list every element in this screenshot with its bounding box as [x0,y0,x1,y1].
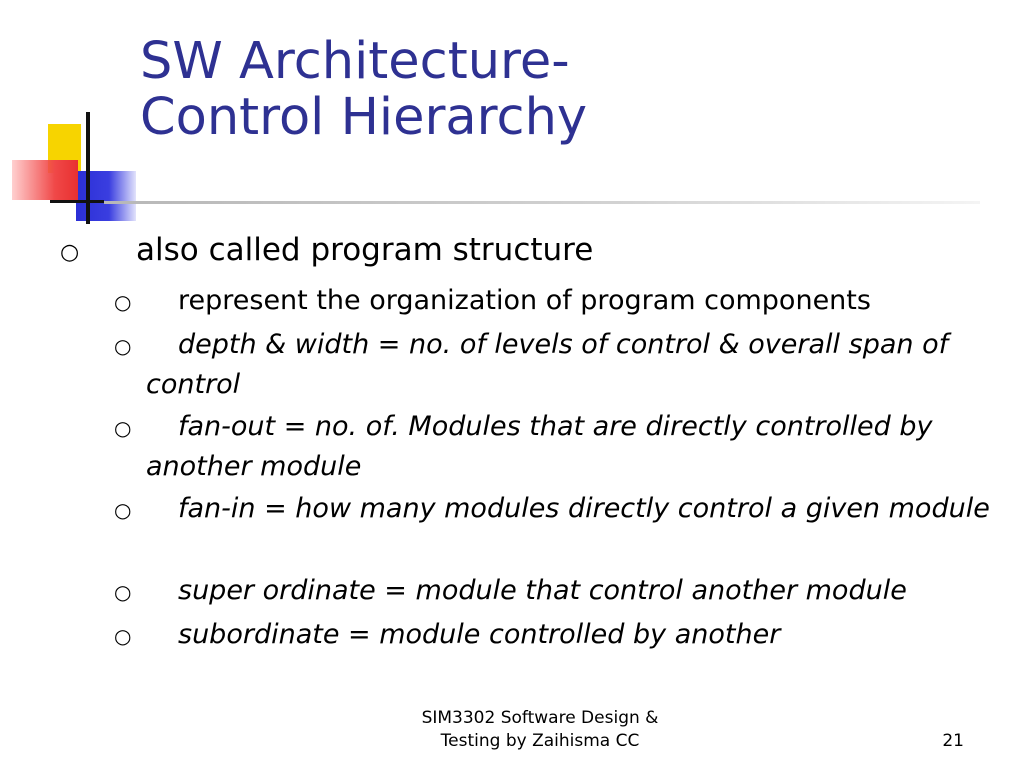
slide-title [140,34,587,146]
vertical-line-decoration [86,112,90,224]
bullet-marker: ○ [114,624,132,648]
bullet-marker: ○ [114,416,132,440]
bullet-text: depth & width = no. of levels of control & overall span of control [146,329,949,400]
bullet-marker: ○ [60,240,80,265]
bullet-text: fan-out = no. of. Modules that are directly controlled by another module [146,411,933,482]
footer-line-1: SIM3302 Software Design & [421,708,659,728]
red-square-decoration [12,160,78,200]
bullet-marker: ○ [114,498,132,522]
title-underline-rule [104,201,980,204]
bullet-marker: ○ [114,334,132,358]
slide-title-line-1: SW Architecture- [140,32,570,91]
bullet-text: represent the organization of program components [178,285,871,316]
footer-course-text [380,707,700,753]
sub-bullet-item [114,489,994,529]
sub-bullet-item [114,407,994,487]
footer-line-2: Testing by Zaihisma CC [440,731,640,751]
horizontal-line-decoration [50,200,104,203]
bullet-marker: ○ [114,580,132,604]
bullet-text: subordinate = module controlled by another [178,619,781,650]
sub-bullet-item [114,571,994,611]
bullet-text: fan-in = how many modules directly control a given module [178,493,990,524]
slide-title-line-2: Control Hierarchy [140,88,588,147]
page-number: 21 [942,731,964,751]
bullet-text: super ordinate = module that control another module [178,575,907,606]
bullet-text: also called program structure [136,232,594,268]
sub-bullet-item [114,615,994,655]
blue-square-decoration [76,171,136,221]
sub-bullet-item [114,325,994,405]
bullet-marker: ○ [114,290,132,314]
